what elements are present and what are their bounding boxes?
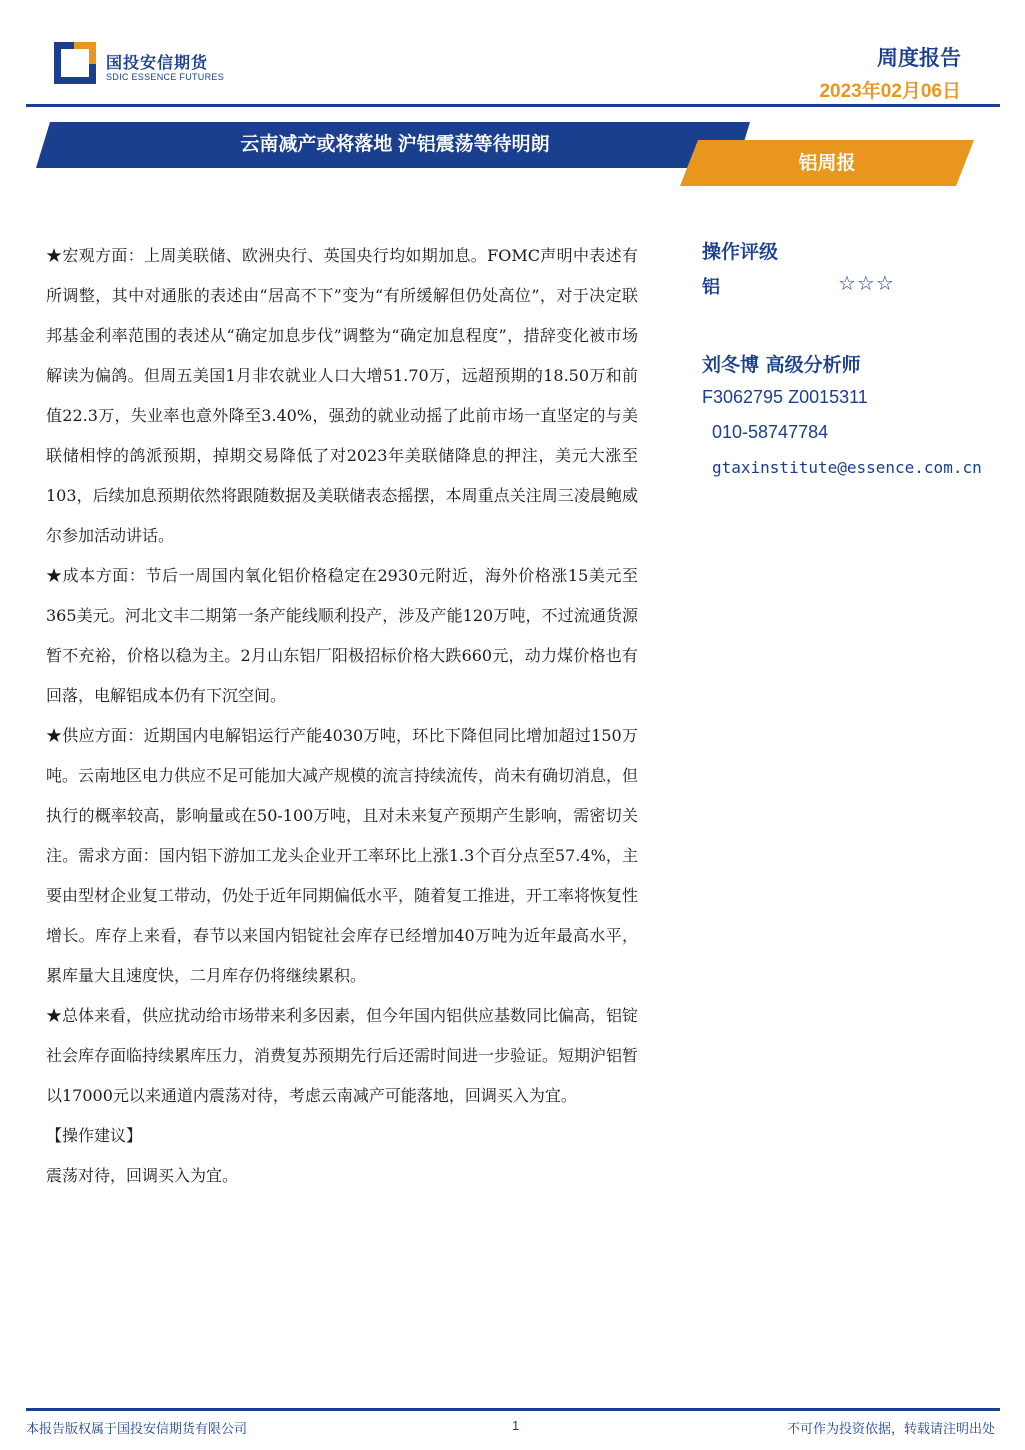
- paragraph-macro: ★宏观方面：上周美联储、欧洲央行、英国央行均如期加息。FOMC声明中表述有所调整，其中对通胀的表述由“居高不下”变为“有所缓解但仍处高位”，对于决定联邦基金利率范围的表述从“确定加息步伐”调整为“确定加息程度”，措辞变化被市场解读为偏鸽。但周五美国1月非农就业人口大增51.70万，远超预期的18.50万和前值22.3万，失业率也意外降至3.40%，强劲的就业动摇了此前市场一直坚定的与美联储相悖的鸽派预期，掉期交易降低了对2023年美联储降息的押注，美元大涨至103，后续加息预期依然将跟随数据及美联储表态摇摆，本周重点关注周三凌晨鲍威尔参加活动讲话。: [46, 246, 638, 545]
- footer-divider: [26, 1408, 1000, 1411]
- report-category-tag: 铝周报: [798, 153, 856, 174]
- rating-heading: 操作评级: [702, 241, 779, 263]
- rating-stars-icon: ☆☆☆: [838, 273, 895, 295]
- paragraph-supply-demand: ★供应方面：近期国内电解铝运行产能4030万吨，环比下降但同比增加超过150万吨。云南地区电力供应不足可能加大减产规模的流言持续流传，尚未有确切消息，但执行的概率较高，影响量或在50-100万吨，且对未来复产预期产生影响，需密切关注。需求方面：国内铝下游加工龙头企业开工率环比上涨1.3个百分点至57.4%，主要由型材企业复工带动，仍处于近年同期偏低水平，随着复工推进，开工率将恢复性增长。库存上来看，春节以来国内铝锭社会库存已经增加40万吨为近年最高水平，累库量大且速度快，二月库存仍将继续累积。: [46, 726, 639, 985]
- company-logo-icon: [54, 42, 96, 84]
- advice-text: 震荡对待，回调买入为宜。: [46, 1166, 239, 1185]
- paragraph-summary: ★总体来看，供应扰动给市场带来利多因素，但今年国内铝供应基数同比偏高，铝锭社会库存面临持续累库压力，消费复苏预期先行后还需时间进一步验证。短期沪铝暂以17000元以来通道内震荡对待，考虑云南减产可能落地，回调买入为宜。: [46, 1006, 639, 1105]
- analyst-email-link[interactable]: gtaxinstitute@essence.com.cn: [712, 458, 982, 477]
- analyst-certificates: F3062795 Z0015311: [702, 387, 868, 407]
- report-title: 云南减产或将落地 沪铝震荡等待明朗: [240, 134, 550, 155]
- report-body: [46, 236, 638, 1196]
- analyst-phone: 010-58747784: [712, 422, 829, 442]
- paragraph-cost: ★成本方面：节后一周国内氧化铝价格稳定在2930元附近，海外价格涨15美元至365美元。河北文丰二期第一条产能线顺利投产，涉及产能120万吨，不过流通货源暂不充裕，价格以稳为主。2月山东铝厂阳极招标价格大跌660元，动力煤价格也有回落，电解铝成本仍有下沉空间。: [46, 566, 638, 705]
- rating-metal: 铝: [702, 277, 720, 298]
- advice-heading: 【操作建议】: [46, 1126, 143, 1145]
- report-type: 周度报告: [877, 47, 961, 70]
- analyst-name: 刘冬博 高级分析师: [702, 354, 861, 376]
- footer-disclaimer: 不可作为投资依据，转载请注明出处: [786, 1421, 995, 1436]
- company-name-cn: 国投安信期货: [106, 55, 209, 72]
- header-divider: [26, 104, 1000, 107]
- page-number: 1: [512, 1418, 520, 1433]
- footer-copyright: 本报告版权属于国投安信期货有限公司: [26, 1421, 248, 1436]
- company-name-en: SDIC ESSENCE FUTURES: [106, 72, 225, 82]
- report-date: 2023年02月06日: [819, 81, 961, 102]
